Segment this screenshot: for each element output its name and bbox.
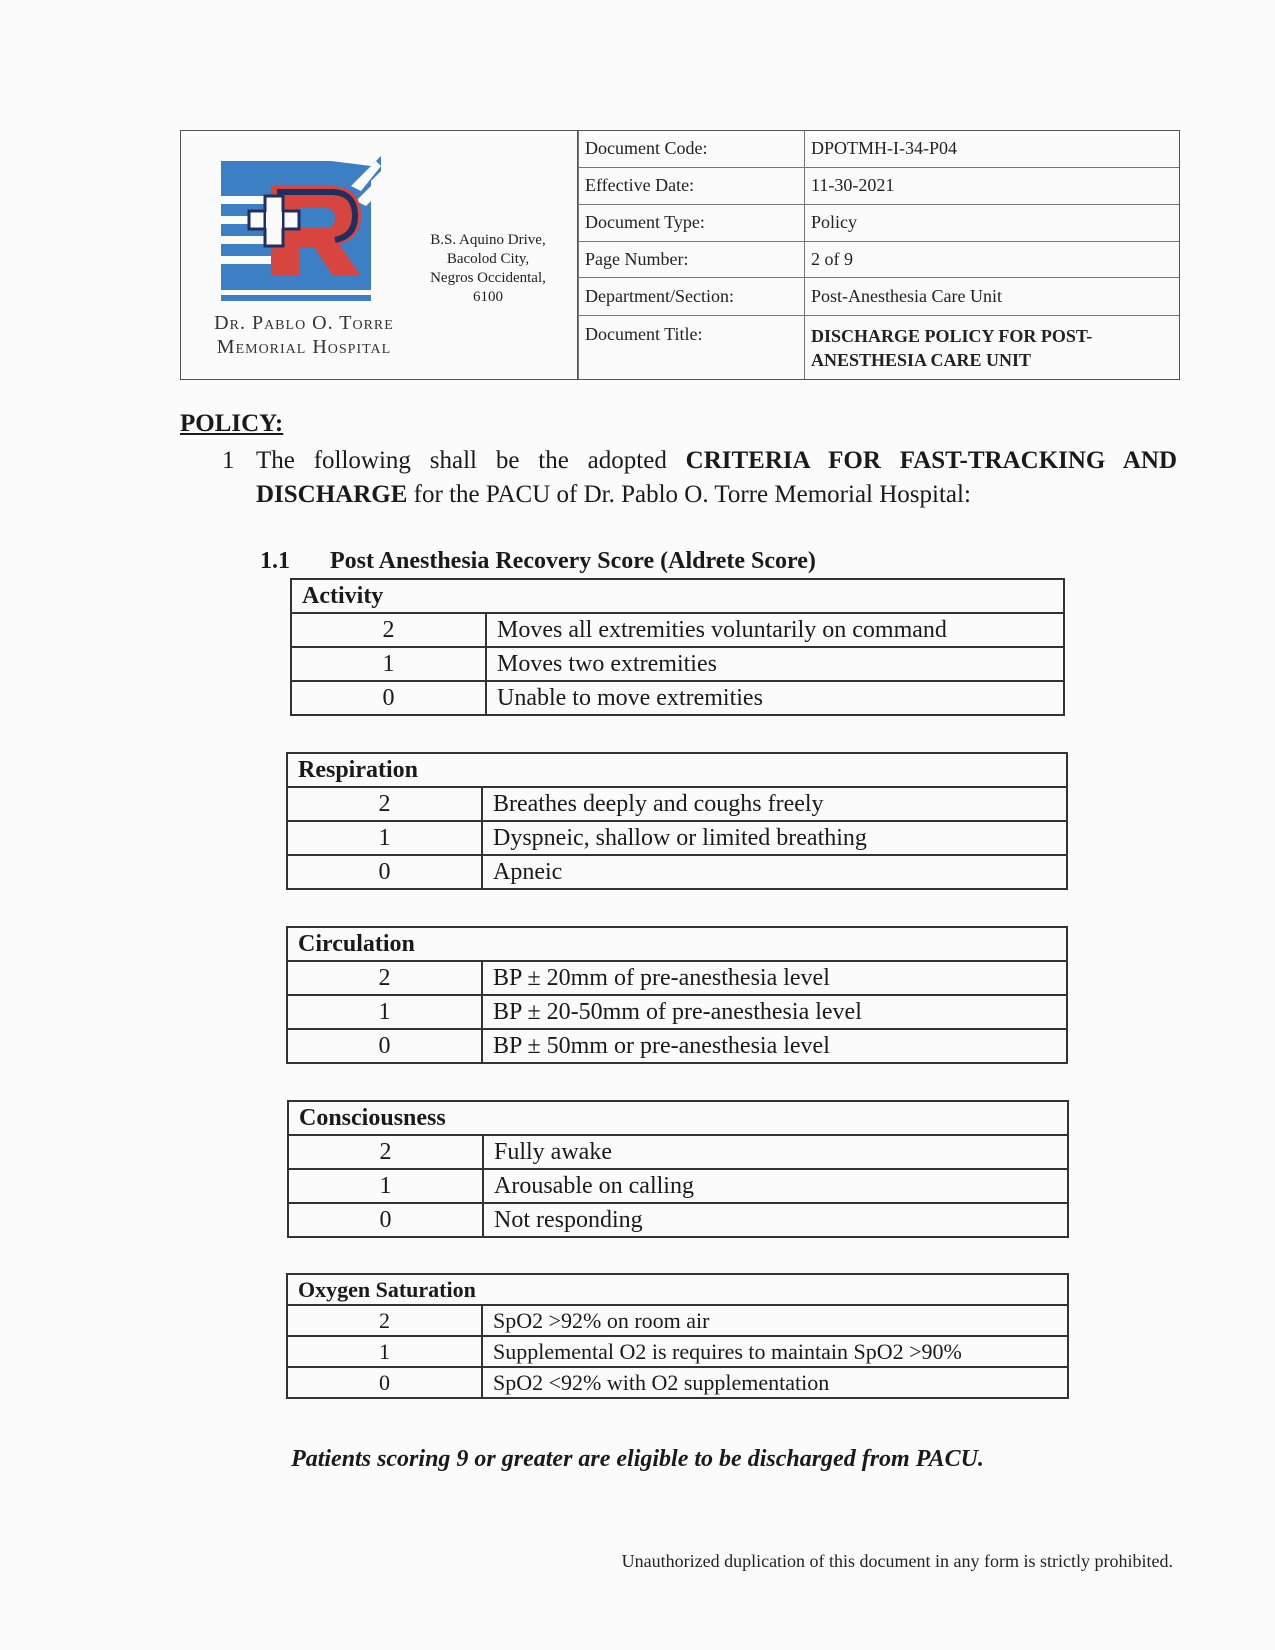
desc-cell: Not responding bbox=[483, 1203, 1068, 1237]
table-row bbox=[291, 681, 1064, 715]
document-header bbox=[180, 130, 1180, 380]
desc-cell: Arousable on calling bbox=[483, 1169, 1068, 1203]
meta-row-title bbox=[579, 315, 1180, 379]
table-row bbox=[287, 787, 1067, 821]
desc-cell: BP ± 20-50mm of pre-anesthesia level bbox=[482, 995, 1067, 1029]
section-heading bbox=[260, 548, 816, 575]
table-row bbox=[288, 1169, 1068, 1203]
meta-row bbox=[579, 167, 1180, 204]
hospital-name-line2: Memorial Hospital bbox=[216, 336, 392, 358]
meta-key: Document Code: bbox=[579, 131, 805, 167]
table-row bbox=[287, 1029, 1067, 1063]
meta-value: Post-Anesthesia Care Unit bbox=[805, 278, 1180, 315]
address-line: Negros Occidental, bbox=[430, 270, 546, 286]
score-cell: 0 bbox=[287, 1367, 482, 1398]
section-title: Post Anesthesia Recovery Score (Aldrete Score) bbox=[330, 548, 816, 574]
policy-heading: POLICY: bbox=[180, 410, 284, 437]
document-title bbox=[805, 315, 1180, 379]
table-row bbox=[287, 1305, 1068, 1336]
meta-value: 11-30-2021 bbox=[805, 167, 1180, 204]
footer-disclaimer: Unauthorized duplication of this document in any form is strictly prohibited. bbox=[621, 1551, 1173, 1571]
desc-cell: Breathes deeply and coughs freely bbox=[482, 787, 1067, 821]
table-row bbox=[287, 995, 1067, 1029]
meta-row bbox=[579, 278, 1180, 315]
meta-row bbox=[579, 241, 1180, 278]
document-title-line2: ANESTHESIA CARE UNIT bbox=[811, 349, 1032, 370]
table-category: Respiration bbox=[287, 753, 1067, 787]
score-cell: 2 bbox=[287, 1305, 482, 1336]
meta-row bbox=[579, 204, 1180, 241]
policy-intro bbox=[222, 444, 1177, 512]
table-row bbox=[291, 613, 1064, 647]
table-category: Circulation bbox=[287, 927, 1067, 961]
desc-cell: Supplemental O2 is requires to maintain SpO2 >90% bbox=[482, 1336, 1068, 1367]
score-cell: 0 bbox=[288, 1203, 483, 1237]
intro-text: The following shall be the adopted bbox=[256, 447, 686, 474]
table-row bbox=[287, 753, 1067, 787]
score-cell: 2 bbox=[287, 787, 482, 821]
score-cell: 0 bbox=[291, 681, 486, 715]
desc-cell: Moves all extremities voluntarily on command bbox=[486, 613, 1064, 647]
score-cell: 1 bbox=[287, 995, 482, 1029]
hospital-identity bbox=[181, 131, 578, 379]
policy-intro-text bbox=[256, 444, 1177, 512]
meta-key: Department/Section: bbox=[579, 278, 805, 315]
score-cell: 0 bbox=[287, 1029, 482, 1063]
eligibility-note: Patients scoring 9 or greater are eligible to be discharged from PACU. bbox=[291, 1446, 984, 1472]
table-row bbox=[287, 1336, 1068, 1367]
hospital-name-line1: Dr. Pablo O. Torre bbox=[214, 312, 394, 334]
desc-cell: Dyspneic, shallow or limited breathing bbox=[482, 821, 1067, 855]
hospital-name bbox=[199, 311, 409, 359]
score-cell: 2 bbox=[287, 961, 482, 995]
table-row bbox=[287, 961, 1067, 995]
address-line: B.S. Aquino Drive, bbox=[430, 232, 546, 248]
oxygen-saturation-score-table bbox=[286, 1273, 1069, 1399]
meta-row bbox=[579, 131, 1180, 167]
score-cell: 1 bbox=[287, 821, 482, 855]
meta-key: Document Type: bbox=[579, 204, 805, 241]
respiration-score-table bbox=[286, 752, 1068, 890]
table-category: Activity bbox=[291, 579, 1064, 613]
table-row bbox=[287, 1367, 1068, 1398]
table-row bbox=[288, 1135, 1068, 1169]
meta-value: Policy bbox=[805, 204, 1180, 241]
desc-cell: Moves two extremities bbox=[486, 647, 1064, 681]
score-cell: 1 bbox=[287, 1336, 482, 1367]
table-row bbox=[287, 1274, 1068, 1305]
desc-cell: BP ± 20mm of pre-anesthesia level bbox=[482, 961, 1067, 995]
intro-bold-text: CRITERIA FOR FAST-TRACKING AND DISCHARGE bbox=[256, 447, 1178, 508]
section-number: 1.1 bbox=[260, 548, 290, 574]
table-row bbox=[287, 927, 1067, 961]
score-cell: 1 bbox=[288, 1169, 483, 1203]
score-cell: 2 bbox=[291, 613, 486, 647]
desc-cell: Unable to move extremities bbox=[486, 681, 1064, 715]
score-cell: 2 bbox=[288, 1135, 483, 1169]
address-line: 6100 bbox=[473, 289, 503, 305]
score-cell: 1 bbox=[291, 647, 486, 681]
meta-key: Effective Date: bbox=[579, 167, 805, 204]
document-title-line1: DISCHARGE POLICY FOR POST- bbox=[811, 325, 1093, 346]
consciousness-score-table bbox=[287, 1100, 1069, 1238]
table-category: Oxygen Saturation bbox=[287, 1274, 1068, 1305]
circulation-score-table bbox=[286, 926, 1068, 1064]
meta-key: Document Title: bbox=[579, 315, 805, 379]
desc-cell: Fully awake bbox=[483, 1135, 1068, 1169]
intro-text: for the PACU of Dr. Pablo O. Torre Memorial Hospital: bbox=[407, 481, 971, 508]
desc-cell: SpO2 <92% with O2 supplementation bbox=[482, 1367, 1068, 1398]
score-cell: 0 bbox=[287, 855, 482, 889]
document-metadata-table bbox=[578, 131, 1179, 379]
table-row bbox=[291, 647, 1064, 681]
activity-score-table bbox=[290, 578, 1065, 716]
table-row bbox=[288, 1203, 1068, 1237]
table-category: Consciousness bbox=[288, 1101, 1068, 1135]
address-line: Bacolod City, bbox=[446, 251, 530, 267]
desc-cell: BP ± 50mm or pre-anesthesia level bbox=[482, 1029, 1067, 1063]
table-row bbox=[291, 579, 1064, 613]
hospital-logo-icon bbox=[221, 156, 381, 311]
meta-value: 2 of 9 bbox=[805, 241, 1180, 278]
meta-key: Page Number: bbox=[579, 241, 805, 278]
table-row bbox=[288, 1101, 1068, 1135]
table-row bbox=[287, 821, 1067, 855]
table-row bbox=[287, 855, 1067, 889]
hospital-address bbox=[413, 231, 563, 307]
meta-value: DPOTMH-I-34-P04 bbox=[805, 131, 1180, 167]
policy-item-number: 1 bbox=[222, 447, 235, 474]
desc-cell: Apneic bbox=[482, 855, 1067, 889]
desc-cell: SpO2 >92% on room air bbox=[482, 1305, 1068, 1336]
